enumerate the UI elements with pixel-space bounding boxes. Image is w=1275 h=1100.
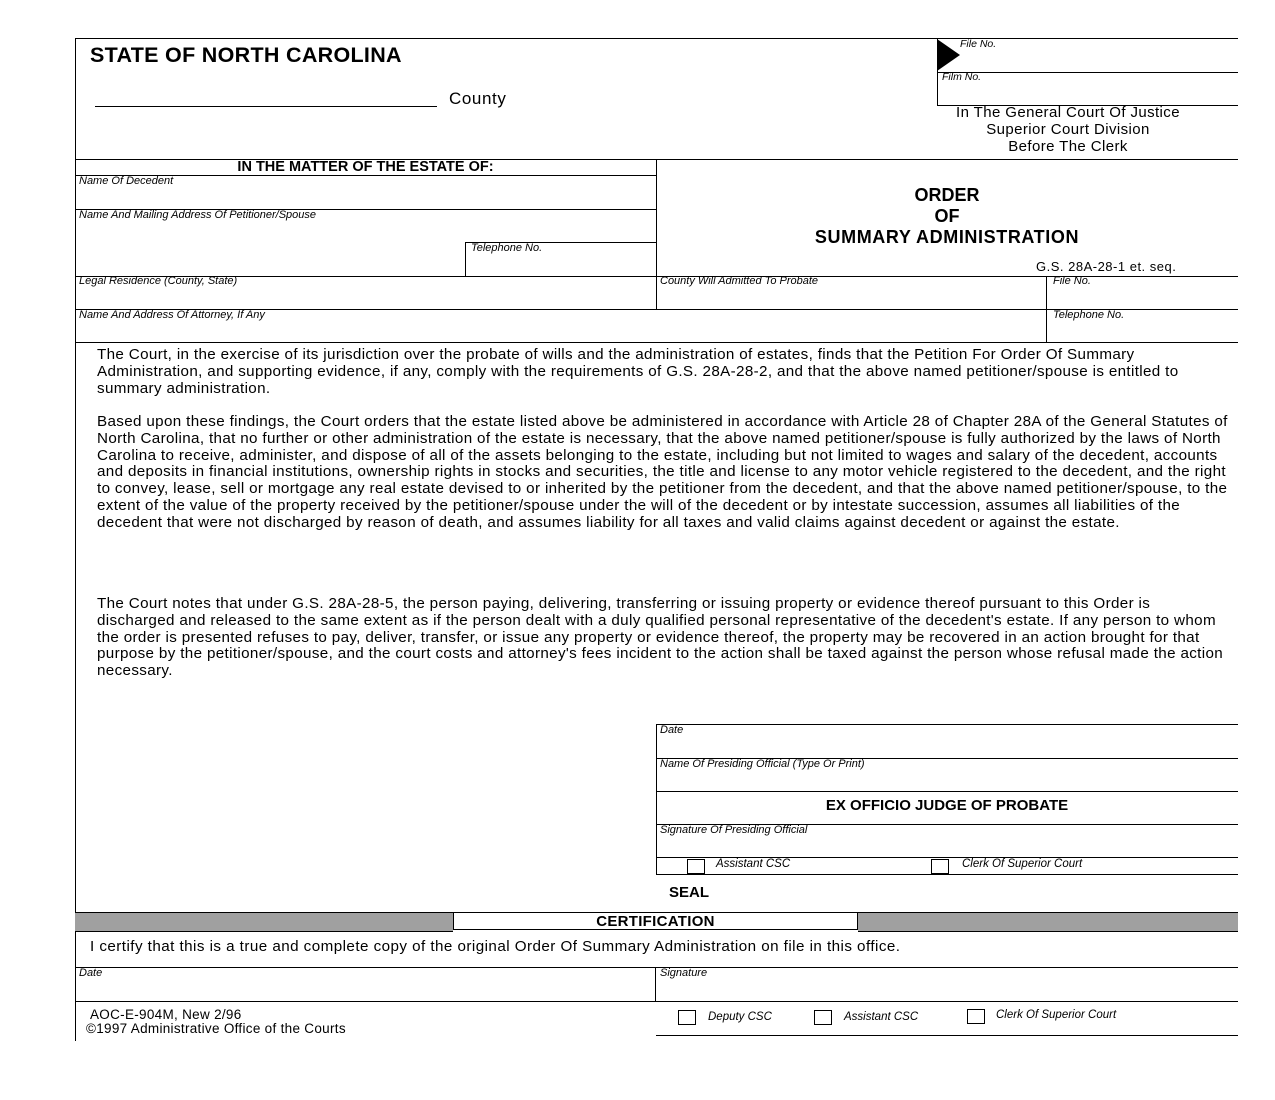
form-id: AOC-E-904M, New 2/96: [90, 1007, 242, 1022]
attorney-label[interactable]: Name And Address Of Attorney, If Any: [79, 309, 265, 321]
state-title: STATE OF NORTH CAROLINA: [90, 43, 402, 67]
cert-signature-label[interactable]: Signature: [660, 967, 708, 979]
county-will-label[interactable]: County Will Admitted To Probate: [660, 275, 819, 287]
legal-residence-label[interactable]: Legal Residence (County, State): [79, 275, 238, 287]
order-title-line3: SUMMARY ADMINISTRATION: [814, 227, 1080, 247]
presiding-name-label[interactable]: Name Of Presiding Official (Type Or Print): [660, 758, 865, 770]
certification-heading: CERTIFICATION: [453, 912, 858, 930]
sig-judge-top: [656, 791, 1238, 792]
notes-paragraph: The Court notes that under G.S. 28A-28-5, the person paying, delivering, transferring or issuing property or evidence thereof pursuant to this Order is discharged and released to the same extent as if the person dealt with a duly qualified personal representative of the decedent's estate. If any person to whom the order is presented refuses to pay, deliver, transfer, or issue any property or evidence thereof, the property may be recovered in an action brought for that purpose by the petitioner/spouse, and the court costs and attorney's fees incident to the action shall be taxed against the person whose refusal made the action necessary.: [97, 595, 1224, 680]
judge-title: EX OFFICIO JUDGE OF PROBATE: [825, 797, 1069, 814]
frame-left-border: [75, 38, 76, 1041]
film-no-label: Film No.: [942, 71, 982, 83]
clerk-superior-court-label: Clerk Of Superior Court: [962, 858, 1083, 870]
order-title-line1: ORDER: [914, 185, 980, 205]
statute-reference: G.S. 28A-28-1 et. seq.: [1036, 259, 1177, 274]
order-paragraph: Based upon these findings, the Court orders that the estate listed above be administered in accordance with Article 28 of Chapter 28A of the General Statutes of North Carolina, that no further or other administration of the estate is necessary, that the above named petitioner/spouse is fully authorized by the laws of North Carolina to receive, administer, and dispose of all of the assets belonging to the estate, including but not limited to wages and salary of the decedent, accounts and deposits in financial institutions, ownership rights in stocks and securities, the title and license to any motor vehicle registered to the decedent, and the right to convey, lease, sell or mortgage any real estate devised to or inherited by the petitioner from the decedent, and that the above named petitioner/spouse, to the extent of the value of the property received by the petitioner/spouse under the will of the decedent or by intestate succession, assumes all liabilities of the decedent that were not discharged by reason of death, and assumes liability for all taxes and valid claims against decedent or against the estate.: [97, 413, 1228, 531]
telephone-box-left: [465, 242, 466, 276]
cert-date-top: [75, 967, 1238, 968]
court-line-1: In The General Court Of Justice: [956, 104, 1180, 121]
frame-top-border: [75, 38, 1238, 39]
petitioner-telephone-label[interactable]: Telephone No.: [471, 242, 543, 254]
matter-heading: IN THE MATTER OF THE ESTATE OF:: [237, 159, 494, 175]
certification-bar-left: [75, 912, 453, 932]
cert-divider: [655, 967, 656, 1001]
copyright-line: ©1997 Administrative Office of the Courts: [86, 1021, 346, 1036]
certification-bar-right: [858, 912, 1238, 932]
clerk-superior-court-checkbox[interactable]: [931, 859, 949, 874]
file-arrow-icon: [937, 39, 960, 71]
file-no-label: File No.: [960, 38, 997, 50]
court-line-2: Superior Court Division: [986, 121, 1150, 138]
cert-clerk-label: Clerk Of Superior Court: [996, 1009, 1117, 1021]
cert-date-label[interactable]: Date: [79, 967, 103, 979]
cert-deputy-csc-label: Deputy CSC: [708, 1011, 772, 1023]
cert-checkbox-bottom: [656, 1035, 1238, 1036]
findings-paragraph: The Court, in the exercise of its jurisdiction over the probate of wills and the administration of estates, finds that the Petition For Order Of Summary Administration, and supporting evidence, if any, comply with the requirements of G.S. 28A-28-2, and that the above named petitioner/spouse is entitled to summary administration.: [97, 346, 1179, 397]
sig-date-label[interactable]: Date: [660, 724, 684, 736]
presiding-signature-label[interactable]: Signature Of Presiding Official: [660, 824, 808, 836]
assistant-csc-label: Assistant CSC: [716, 858, 791, 870]
county-label: County: [449, 89, 507, 108]
cert-assistant-csc-label: Assistant CSC: [844, 1011, 919, 1023]
assistant-csc-checkbox[interactable]: [687, 859, 705, 874]
petitioner-address-label: Name And Mailing Address Of Petitioner/Spouse: [79, 209, 317, 221]
court-line-3: Before The Clerk: [1008, 138, 1128, 155]
county-input-line[interactable]: [95, 106, 437, 107]
certification-text: I certify that this is a true and complete copy of the original Order Of Summary Administration on file in this office.: [90, 938, 901, 955]
file-no-line[interactable]: [937, 72, 1238, 73]
seal-label: SEAL: [669, 884, 710, 901]
decedent-name-label: Name Of Decedent: [79, 175, 174, 187]
sig-block-bottom: [656, 874, 1238, 875]
cert-date-bottom: [75, 1001, 1238, 1002]
body-top-border: [75, 342, 1238, 343]
sig-date-top: [656, 724, 1238, 725]
right-file-no-label[interactable]: File No.: [1053, 275, 1091, 287]
cert-deputy-csc-checkbox[interactable]: [678, 1010, 696, 1025]
cert-assistant-csc-checkbox[interactable]: [814, 1010, 832, 1025]
order-title-line2: OF: [934, 206, 960, 226]
right-telephone-label[interactable]: Telephone No.: [1053, 309, 1125, 321]
file-box-left: [937, 39, 938, 105]
cert-clerk-checkbox[interactable]: [967, 1009, 985, 1024]
